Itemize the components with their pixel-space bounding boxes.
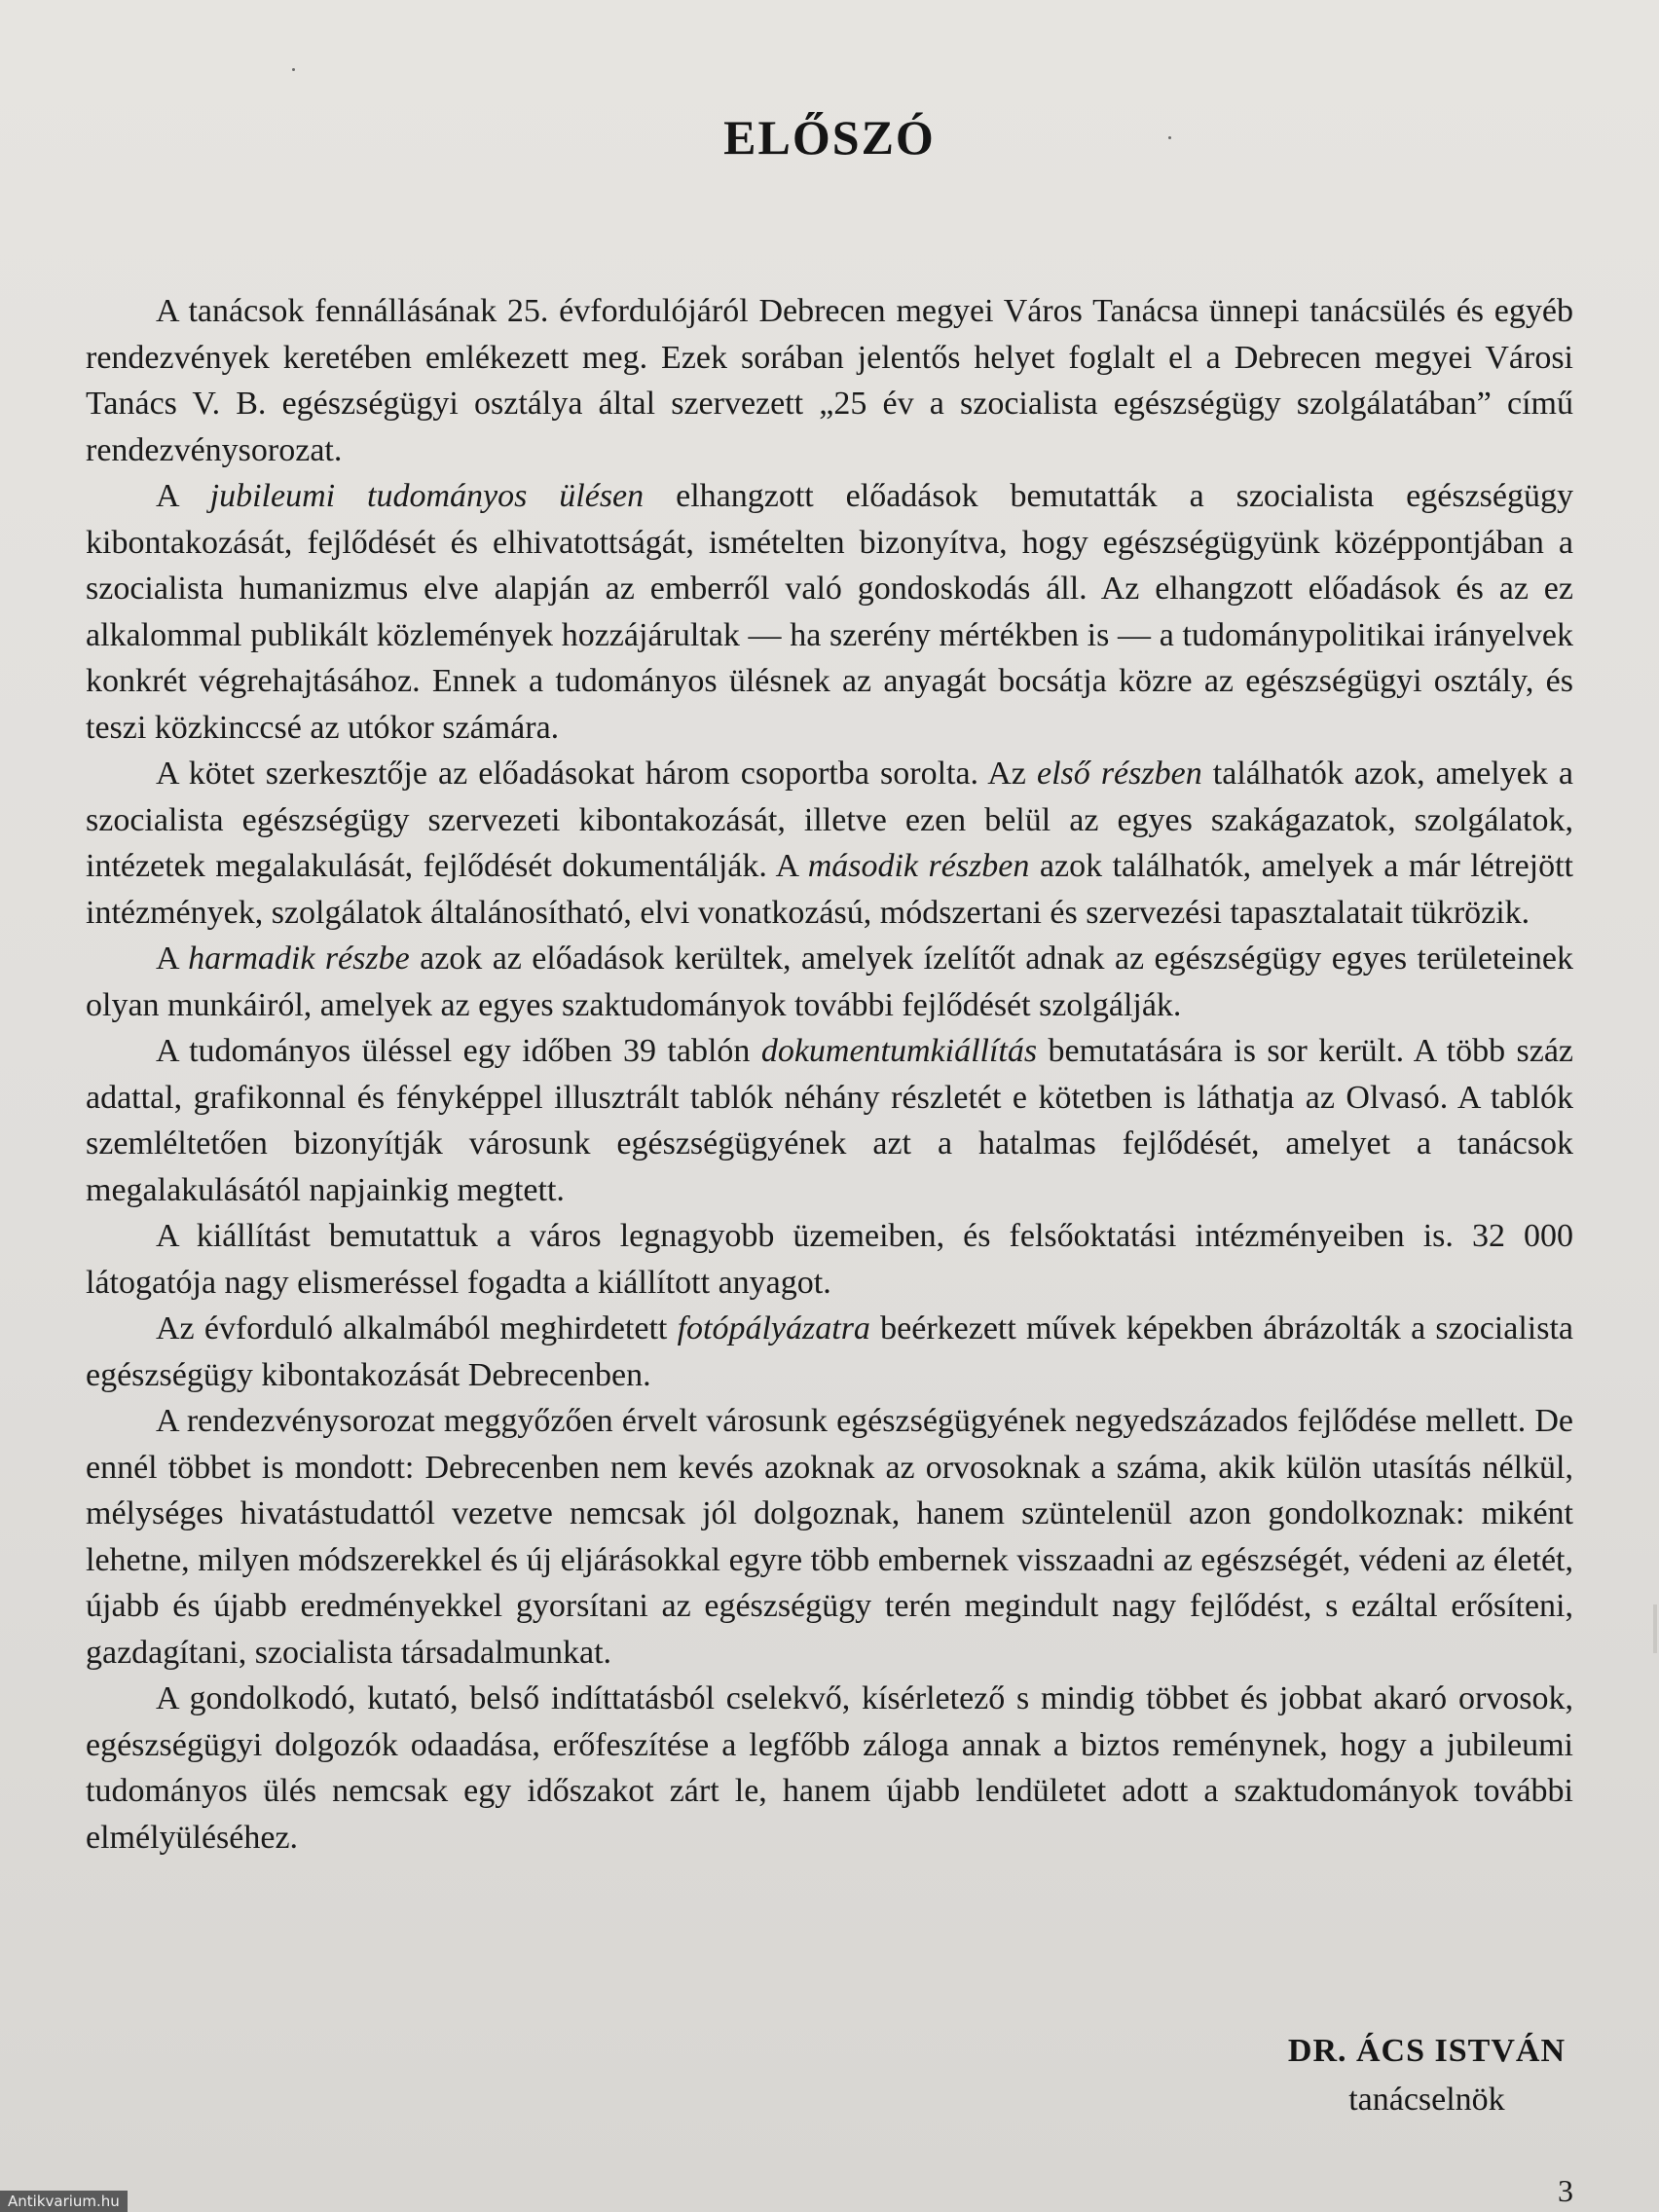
paragraph-text: A rendezvénysorozat meggyőzően érvelt városunk egészségügyének negyedszázados fejlődése mellett. De ennél többet is mondott: Debrecenben nem kevés azoknak az orvosoknak a száma, akik külön utasítás nélkül, mélységes hivatástudattól vezetve nemcsak jól dolgoznak, hanem szüntelenül azon gondolkoznak: miként lehetne, milyen módszerekkel és új eljárásokkal egyre több embernek visszaadni az egészségét, védeni az életét, újabb és újabb eredményekkel gyorsítani az egészségügy terén megindult nagy fejlődést, s ezáltal erősíteni, gazdagítani, szocialista társadalmunkat. — [86, 1403, 1573, 1671]
paragraph-text: A — [156, 940, 189, 977]
emphasis-text: második részben — [807, 848, 1030, 884]
paragraph-text: A kötet szerkesztője az előadásokat három csoportba sorolta. Az — [156, 756, 1037, 792]
signature-name: DR. ÁCS ISTVÁN — [1287, 2033, 1566, 2069]
signature-role: tanácselnök — [1348, 2082, 1505, 2118]
margin-mark — [1653, 1604, 1657, 1653]
paragraph — [86, 473, 1573, 751]
page-number: 3 — [1558, 2173, 1573, 2208]
paragraph-text: bemutatására is sor került. A több száz adattal, grafikonnal és fényképpel illusztrált tablók néhány részletét e kötetben is láthatja az Olvasó. A tablók szemléltetően bizonyítják városunk egészségügyének azt a hatalmas fejlődését, amelyet a tanácsok megalakulásától napjainkig megtett. — [86, 1033, 1574, 1208]
watermark: Antikvarium.hu — [0, 2191, 128, 2212]
emphasis-text: dokumentumkiállítás — [760, 1033, 1038, 1069]
paragraph-text: azok találhatók, amelyek a már létrejött intézmények, szolgálatok általánosítható, elvi vonatkozású, módszertani és szervezési tapasztalatait tükrözik. — [86, 848, 1573, 931]
paragraph-text: Az évforduló alkalmából meghirdetett — [156, 1310, 678, 1346]
speck — [292, 68, 295, 71]
paragraph-text: A tudományos üléssel egy időben 39 tablón — [156, 1033, 761, 1069]
emphasis-text: első részben — [1036, 756, 1202, 792]
emphasis-text: fotópályázatra — [677, 1310, 870, 1346]
emphasis-text: harmadik részbe — [188, 940, 410, 977]
paragraph — [86, 1213, 1573, 1306]
emphasis-text: jubileumi tudományos ülésen — [209, 478, 645, 514]
paragraph — [86, 1676, 1573, 1861]
paragraph-text: A kiállítást bemutattuk a város legnagyobb üzemeiben, és felsőoktatási intézményeiben is. 32 000 látogatója nagy elismeréssel fogadta a kiállított anyagot. — [86, 1218, 1573, 1301]
paragraph-text: A gondolkodó, kutató, belső indíttatásból cselekvő, kísérletező s mindig többet és jobbat akaró orvosok, egészségügyi dolgozók odaadása, erőfeszítése a legfőbb záloga annak a biztos reménynek, hogy a jubileumi tudományos ülés nemcsak egy időszakot zárt le, hanem újabb lendületet adott a szaktudományok további elmélyüléséhez. — [86, 1680, 1573, 1856]
paragraph-text: beérkezett művek képekben ábrázolták a szocialista egészségügy kibontakozását Debrecenben. — [86, 1310, 1573, 1393]
paragraph-text: azok az előadások kerültek, amelyek ízelítőt adnak az egészségügy egyes területeinek olyan munkáiról, amelyek az egyes szaktudományok további fejlődését szolgálják. — [86, 940, 1573, 1023]
paragraph — [86, 751, 1573, 936]
paragraph — [86, 1306, 1573, 1398]
paragraph-text: találhatók azok, amelyek a szocialista egészségügy szervezeti kibontakozását, illetve ezen belül az egyes szakágazatok, szolgálatok, intézetek megalakulását, fejlődését dokumentálják. A — [86, 756, 1573, 884]
paragraph — [86, 1028, 1573, 1213]
preface-body — [86, 288, 1573, 1861]
signature-block — [1288, 2027, 1566, 2124]
paragraph-text: elhangzott előadások bemutatták a szocialista egészségügy kibontakozását, fejlődését és elhivatottságát, ismételten bizonyítva, hogy egészségügyünk középpontjában a szocialista humanizmus elve alapján az emberről való gondoskodás áll. Az elhangzott előadások és az ez alkalommal publikált közlemények hozzájárultak — ha szerény mértékben is — a tudománypolitikai irányelvek konkrét végrehajtásához. Ennek a tudományos ülésnek az anyagát bocsátja közre az egészségügyi osztály, és teszi közkinccsé az utókor számára. — [86, 478, 1573, 746]
paragraph-text: A — [156, 478, 210, 514]
paragraph-text: A tanácsok fennállásának 25. évfordulójáról Debrecen megyei Város Tanácsa ünnepi tanácsülés és egyéb rendezvények keretében emlékezett meg. Ezek sorában jelentős helyet foglalt el a Debrecen megyei Városi Tanács V. B. egészségügyi osztálya által szervezett „25 év a szocialista egészségügy szolgálatában” című rendezvénysorozat. — [86, 293, 1573, 468]
paragraph — [86, 936, 1573, 1028]
paragraph — [86, 288, 1573, 473]
paragraph — [86, 1398, 1573, 1676]
page-title: ELŐSZÓ — [723, 110, 936, 165]
